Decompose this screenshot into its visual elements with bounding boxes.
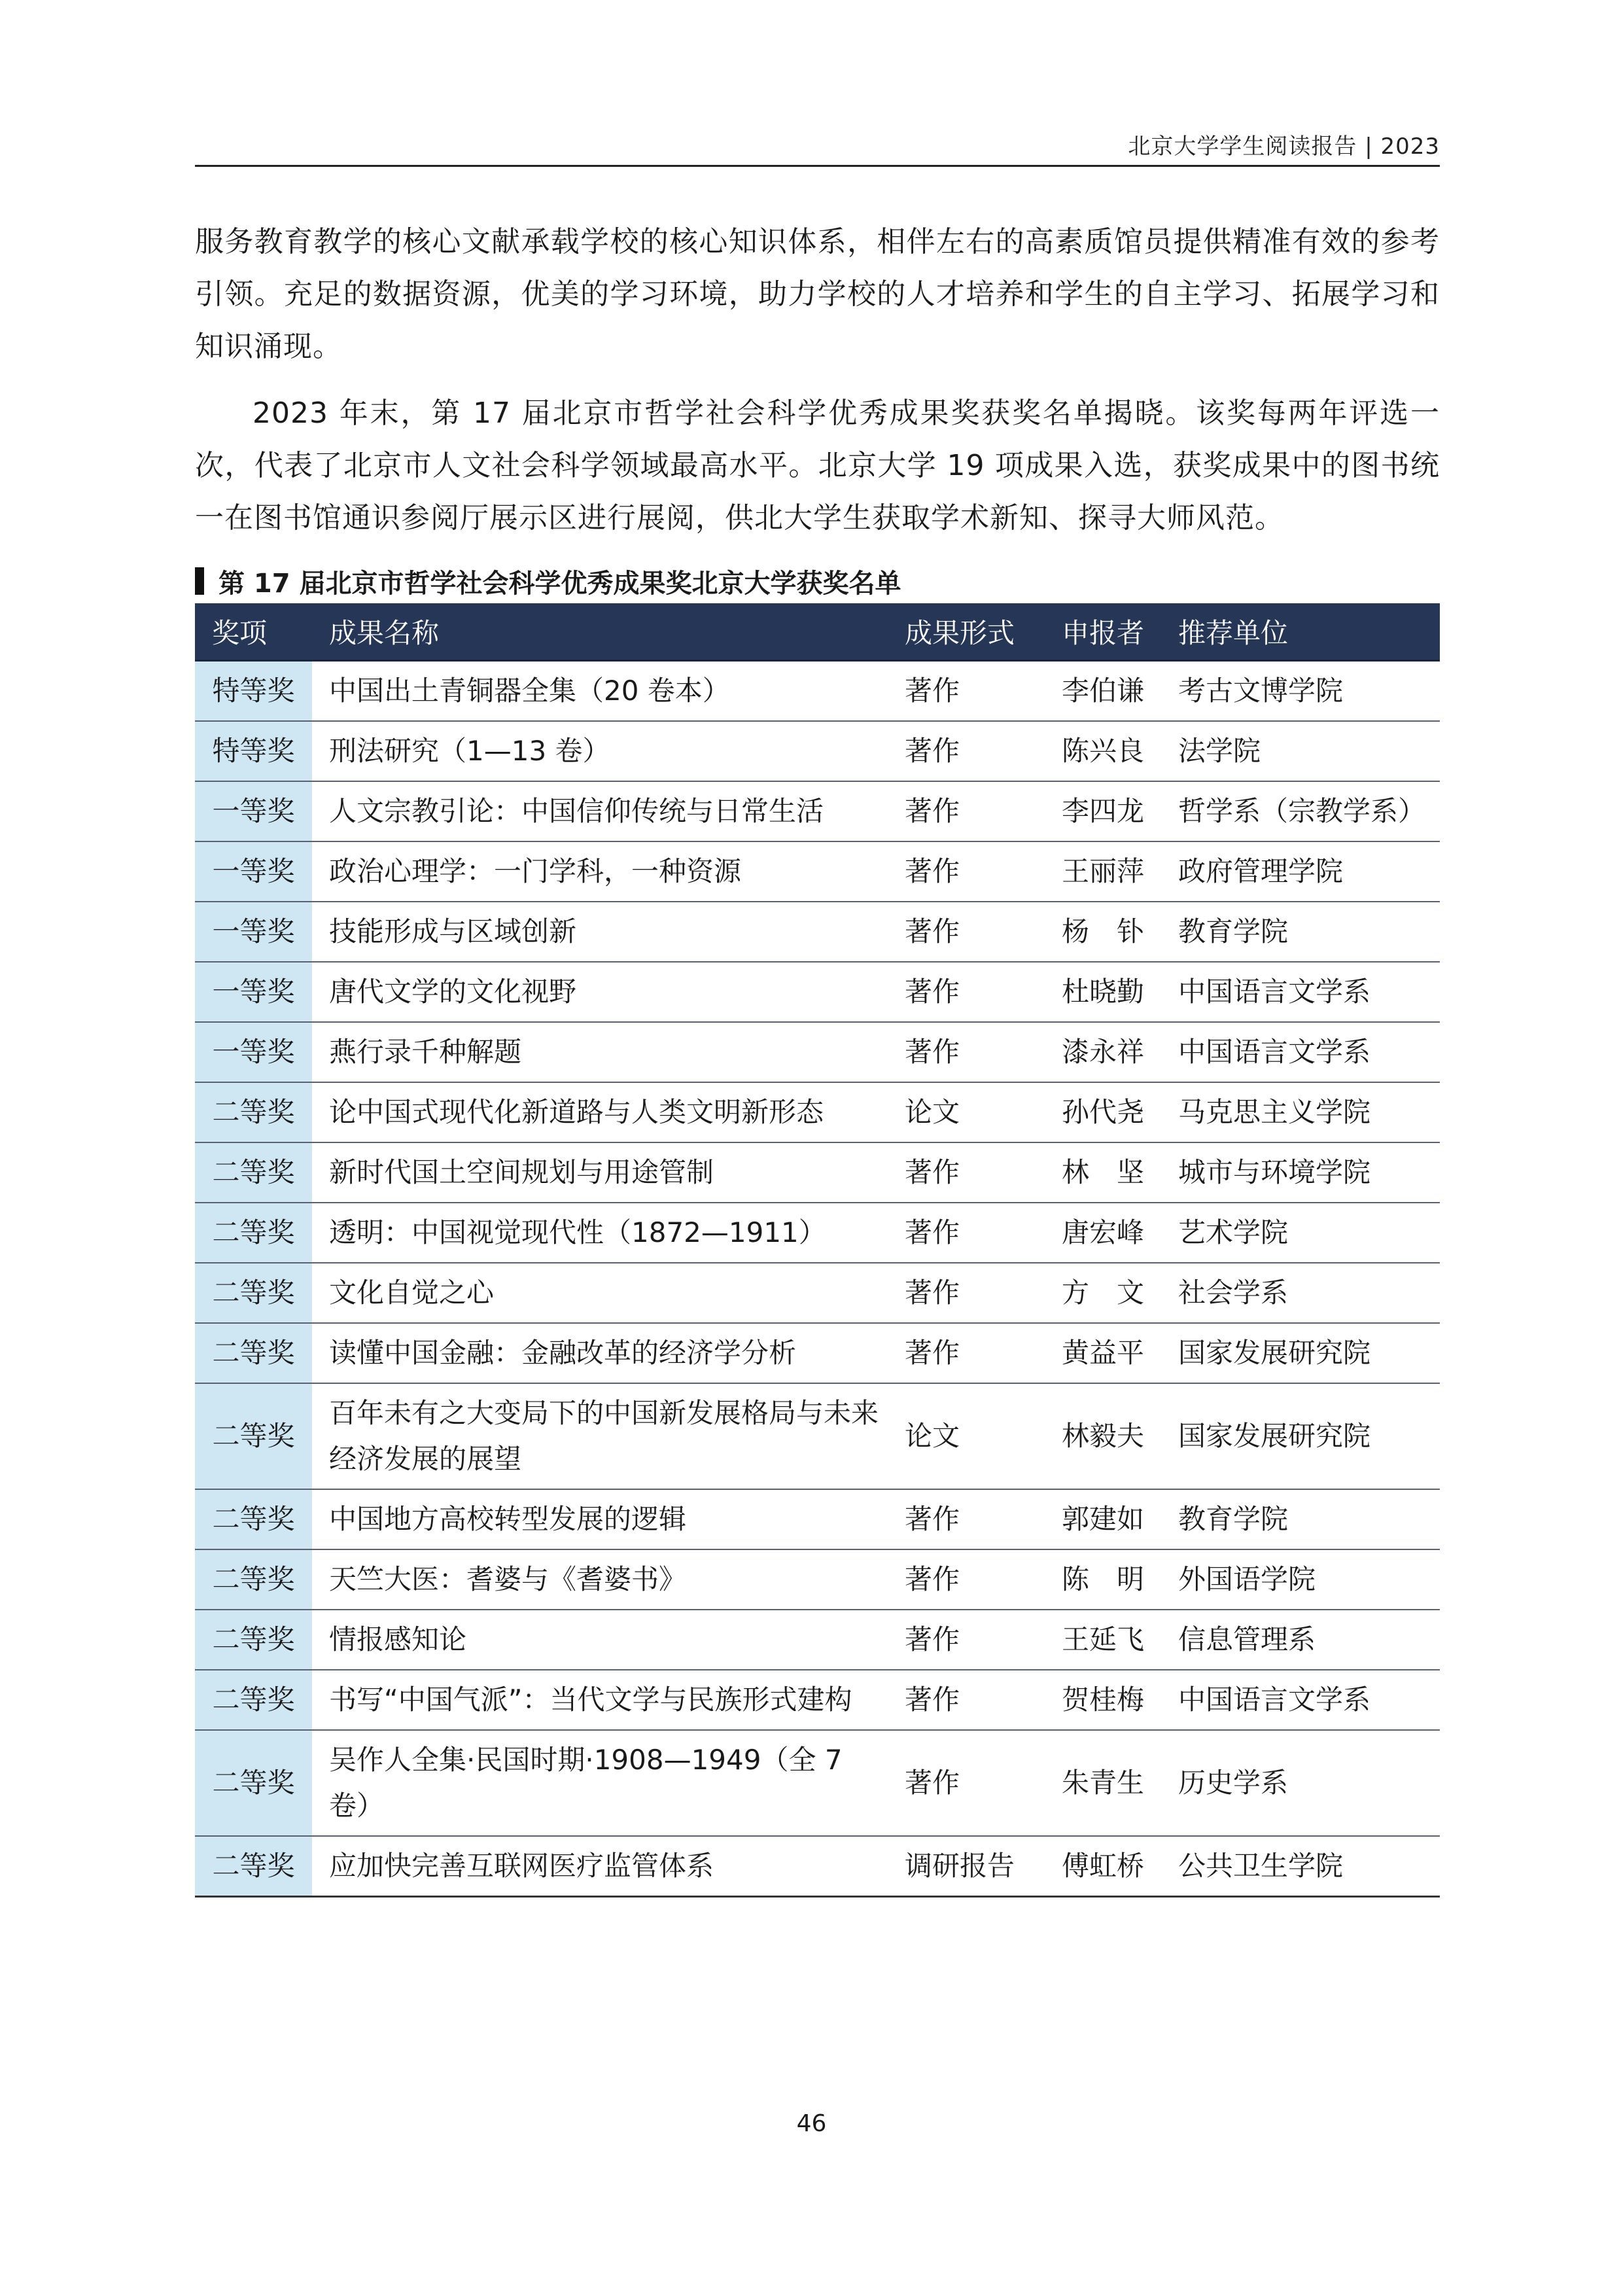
table-title-text: 第 17 届北京市哲学社会科学优秀成果奖北京大学获奖名单 [218, 568, 901, 599]
award-cell: 二等奖 [195, 1670, 312, 1730]
form-cell: 著作 [888, 1142, 1045, 1203]
title-cell: 文化自觉之心 [312, 1263, 888, 1323]
title-cell: 刑法研究（1—13 卷） [312, 721, 888, 781]
header-title: 北京大学学生阅读报告 | 2023 [1128, 133, 1440, 160]
form-cell: 著作 [888, 1022, 1045, 1082]
unit-cell: 哲学系（宗教学系） [1161, 781, 1440, 841]
unit-cell: 法学院 [1161, 721, 1440, 781]
table-row [195, 661, 1440, 722]
unit-cell: 国家发展研究院 [1161, 1383, 1440, 1489]
award-cell: 一等奖 [195, 841, 312, 902]
unit-cell: 政府管理学院 [1161, 841, 1440, 902]
applicant-cell: 郭建如 [1045, 1489, 1161, 1549]
award-cell: 特等奖 [195, 721, 312, 781]
table-row [195, 1670, 1440, 1730]
form-cell: 著作 [888, 721, 1045, 781]
page-header [195, 119, 1440, 167]
form-cell: 著作 [888, 1323, 1045, 1383]
title-cell: 吴作人全集·民国时期·1908—1949（全 7 卷） [312, 1730, 888, 1836]
award-cell: 二等奖 [195, 1263, 312, 1323]
page-number: 46 [796, 2110, 827, 2137]
applicant-cell: 李四龙 [1045, 781, 1161, 841]
unit-cell: 艺术学院 [1161, 1203, 1440, 1263]
table-row [195, 781, 1440, 841]
form-cell: 著作 [888, 1203, 1045, 1263]
title-cell: 中国出土青铜器全集（20 卷本） [312, 661, 888, 722]
award-cell: 二等奖 [195, 1142, 312, 1203]
title-cell: 天竺大医：耆婆与《耆婆书》 [312, 1549, 888, 1610]
form-cell: 论文 [888, 1082, 1045, 1142]
award-cell: 二等奖 [195, 1383, 312, 1489]
award-cell: 二等奖 [195, 1610, 312, 1670]
applicant-cell: 朱青生 [1045, 1730, 1161, 1836]
title-cell: 读懂中国金融：金融改革的经济学分析 [312, 1323, 888, 1383]
title-cell: 百年未有之大变局下的中国新发展格局与未来经济发展的展望 [312, 1383, 888, 1489]
applicant-cell: 孙代尧 [1045, 1082, 1161, 1142]
table-row [195, 1836, 1440, 1897]
form-cell: 著作 [888, 1263, 1045, 1323]
table-row [195, 1323, 1440, 1383]
applicant-cell: 黄益平 [1045, 1323, 1161, 1383]
title-cell: 政治心理学：一门学科，一种资源 [312, 841, 888, 902]
award-cell: 二等奖 [195, 1203, 312, 1263]
applicant-cell: 漆永祥 [1045, 1022, 1161, 1082]
unit-cell: 信息管理系 [1161, 1610, 1440, 1670]
form-cell: 调研报告 [888, 1836, 1045, 1897]
title-cell: 燕行录千种解题 [312, 1022, 888, 1082]
form-cell: 论文 [888, 1383, 1045, 1489]
table-row [195, 721, 1440, 781]
table-row [195, 1549, 1440, 1610]
unit-cell: 马克思主义学院 [1161, 1082, 1440, 1142]
unit-cell: 教育学院 [1161, 1489, 1440, 1549]
applicant-cell: 王延飞 [1045, 1610, 1161, 1670]
form-cell: 著作 [888, 1670, 1045, 1730]
applicant-cell: 李伯谦 [1045, 661, 1161, 722]
header-cell-award: 奖项 [195, 603, 312, 661]
unit-cell: 外国语学院 [1161, 1549, 1440, 1610]
applicant-cell: 杜晓勤 [1045, 962, 1161, 1022]
title-cell: 论中国式现代化新道路与人类文明新形态 [312, 1082, 888, 1142]
table-row [195, 1383, 1440, 1489]
table-row [195, 1203, 1440, 1263]
form-cell: 著作 [888, 902, 1045, 962]
table-row [195, 1022, 1440, 1082]
award-cell: 二等奖 [195, 1549, 312, 1610]
applicant-cell: 林毅夫 [1045, 1383, 1161, 1489]
title-cell: 技能形成与区域创新 [312, 902, 888, 962]
applicant-cell: 王丽萍 [1045, 841, 1161, 902]
award-cell: 特等奖 [195, 661, 312, 722]
applicant-cell: 傅虹桥 [1045, 1836, 1161, 1897]
title-marker-bar [195, 567, 204, 595]
form-cell: 著作 [888, 962, 1045, 1022]
form-cell: 著作 [888, 781, 1045, 841]
form-cell: 著作 [888, 841, 1045, 902]
form-cell: 著作 [888, 1610, 1045, 1670]
award-cell: 二等奖 [195, 1836, 312, 1897]
applicant-cell: 方 文 [1045, 1263, 1161, 1323]
title-cell: 唐代文学的文化视野 [312, 962, 888, 1022]
title-cell: 人文宗教引论：中国信仰传统与日常生活 [312, 781, 888, 841]
table-title [195, 561, 901, 601]
unit-cell: 国家发展研究院 [1161, 1323, 1440, 1383]
header-cell-title: 成果名称 [312, 603, 888, 661]
form-cell: 著作 [888, 1549, 1045, 1610]
table-row [195, 1082, 1440, 1142]
awards-table [195, 603, 1440, 1898]
title-cell: 新时代国土空间规划与用途管制 [312, 1142, 888, 1203]
award-cell: 一等奖 [195, 902, 312, 962]
form-cell: 著作 [888, 1730, 1045, 1836]
applicant-cell: 贺桂梅 [1045, 1670, 1161, 1730]
unit-cell: 公共卫生学院 [1161, 1836, 1440, 1897]
form-cell: 著作 [888, 1489, 1045, 1549]
table-row [195, 962, 1440, 1022]
unit-cell: 中国语言文学系 [1161, 962, 1440, 1022]
applicant-cell: 陈 明 [1045, 1549, 1161, 1610]
unit-cell: 考古文博学院 [1161, 661, 1440, 722]
table-row [195, 902, 1440, 962]
unit-cell: 城市与环境学院 [1161, 1142, 1440, 1203]
paragraph-1: 服务教育教学的核心文献承载学校的核心知识体系，相伴左右的高素质馆员提供精准有效的参考引领。充足的数据资源，优美的学习环境，助力学校的人才培养和学生的自主学习、拓展学习和知识涌现。 [195, 225, 1440, 363]
title-cell: 情报感知论 [312, 1610, 888, 1670]
title-cell: 中国地方高校转型发展的逻辑 [312, 1489, 888, 1549]
award-cell: 二等奖 [195, 1489, 312, 1549]
table-row [195, 1142, 1440, 1203]
header-cell-form: 成果形式 [888, 603, 1045, 661]
header-cell-applicant: 申报者 [1045, 603, 1161, 661]
title-cell: 透明：中国视觉现代性（1872—1911） [312, 1203, 888, 1263]
unit-cell: 历史学系 [1161, 1730, 1440, 1836]
applicant-cell: 陈兴良 [1045, 721, 1161, 781]
applicant-cell: 唐宏峰 [1045, 1203, 1161, 1263]
header-cell-unit: 推荐单位 [1161, 603, 1440, 661]
table-row [195, 1730, 1440, 1836]
table-row [195, 841, 1440, 902]
form-cell: 著作 [888, 661, 1045, 722]
unit-cell: 社会学系 [1161, 1263, 1440, 1323]
award-cell: 二等奖 [195, 1730, 312, 1836]
table-row [195, 1489, 1440, 1549]
unit-cell: 中国语言文学系 [1161, 1022, 1440, 1082]
table-header-row [195, 603, 1440, 661]
unit-cell: 教育学院 [1161, 902, 1440, 962]
paragraph-2: 2023 年末，第 17 届北京市哲学社会科学优秀成果奖获奖名单揭晓。该奖每两年评选一次，代表了北京市人文社会科学领域最高水平。北京大学 19 项成果入选，获奖成果中的图书统一在图书馆通识参阅厅展示区进行展阅，供北大学生获取学术新知、探寻大师风范。 [195, 397, 1440, 535]
award-cell: 一等奖 [195, 781, 312, 841]
award-cell: 一等奖 [195, 1022, 312, 1082]
table-row [195, 1610, 1440, 1670]
title-cell: 书写“中国气派”：当代文学与民族形式建构 [312, 1670, 888, 1730]
award-cell: 二等奖 [195, 1323, 312, 1383]
award-cell: 一等奖 [195, 962, 312, 1022]
title-cell: 应加快完善互联网医疗监管体系 [312, 1836, 888, 1897]
unit-cell: 中国语言文学系 [1161, 1670, 1440, 1730]
applicant-cell: 林 坚 [1045, 1142, 1161, 1203]
table-row [195, 1263, 1440, 1323]
applicant-cell: 杨 钋 [1045, 902, 1161, 962]
award-cell: 二等奖 [195, 1082, 312, 1142]
